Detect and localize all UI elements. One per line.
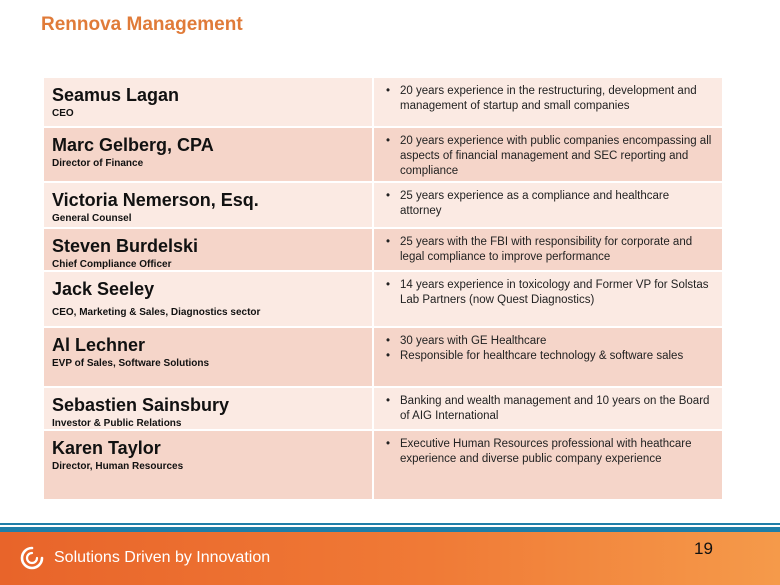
- management-table: [44, 78, 722, 501]
- experience-cell: [374, 328, 722, 386]
- experience-bullet: • 20 years experience with public companies encompassing all aspects of financial management and SEC reporting and compliance: [386, 134, 712, 179]
- experience-bullet: • Executive Human Resources professional with heathcare experience and diverse public company experience: [386, 437, 712, 467]
- person-role: CEO, Marketing & Sales, Diagnostics sector: [52, 307, 261, 318]
- experience-cell: [374, 78, 722, 126]
- experience-bullet: • 30 years with GE Healthcare: [386, 334, 712, 349]
- person-name: Jack Seeley: [52, 279, 155, 299]
- person-cell: [44, 388, 374, 429]
- table-row: [44, 128, 722, 183]
- experience-bullet: • Responsible for healthcare technology & software sales: [386, 349, 712, 364]
- footer-bar: [0, 532, 780, 585]
- person-name: Seamus Lagan: [52, 85, 180, 105]
- person-role: EVP of Sales, Software Solutions: [52, 358, 210, 369]
- experience-cell: [374, 388, 722, 429]
- person-name: Steven Burdelski: [52, 236, 199, 256]
- table-row: [44, 431, 722, 501]
- person-name: Victoria Nemerson, Esq.: [52, 190, 259, 210]
- table-row: [44, 388, 722, 431]
- person-role: CEO: [52, 108, 74, 119]
- experience-cell: [374, 229, 722, 270]
- person-role: Director, Human Resources: [52, 461, 184, 472]
- table-row: [44, 183, 722, 229]
- person-cell: [44, 229, 374, 270]
- person-name: Karen Taylor: [52, 438, 161, 458]
- slide-title: Rennova Management: [41, 14, 243, 35]
- swirl-logo-icon: [20, 546, 44, 570]
- person-role: Investor & Public Relations: [52, 418, 182, 429]
- person-cell: [44, 272, 374, 326]
- person-role: General Counsel: [52, 213, 132, 224]
- experience-cell: [374, 272, 722, 326]
- person-name: Al Lechner: [52, 335, 146, 355]
- person-role: Director of Finance: [52, 158, 144, 169]
- divider: [0, 523, 780, 525]
- person-cell: [44, 328, 374, 386]
- table-row: [44, 328, 722, 388]
- table-row: [44, 229, 722, 272]
- experience-bullet: • 14 years experience in toxicology and Former VP for Solstas Lab Partners (now Quest Diagnostics): [386, 278, 712, 308]
- experience-cell: [374, 183, 722, 227]
- experience-bullet: • Banking and wealth management and 10 years on the Board of AIG International: [386, 394, 712, 424]
- table-row: [44, 78, 722, 128]
- experience-bullet: • 25 years with the FBI with responsibility for corporate and legal compliance to improve performance: [386, 235, 712, 265]
- person-name: Sebastien Sainsbury: [52, 395, 230, 415]
- experience-bullet: • 20 years experience in the restructuring, development and management of startup and small companies: [386, 84, 712, 114]
- experience-cell: [374, 128, 722, 181]
- person-cell: [44, 431, 374, 499]
- experience-cell: [374, 431, 722, 499]
- page-number: 19: [694, 539, 713, 558]
- person-role: Chief Compliance Officer: [52, 259, 172, 270]
- person-cell: [44, 128, 374, 181]
- table-row: [44, 272, 722, 328]
- footer-tagline: Solutions Driven by Innovation: [54, 549, 271, 566]
- experience-bullet: • 25 years experience as a compliance and healthcare attorney: [386, 189, 712, 219]
- person-cell: [44, 78, 374, 126]
- person-name: Marc Gelberg, CPA: [52, 135, 214, 155]
- person-cell: [44, 183, 374, 227]
